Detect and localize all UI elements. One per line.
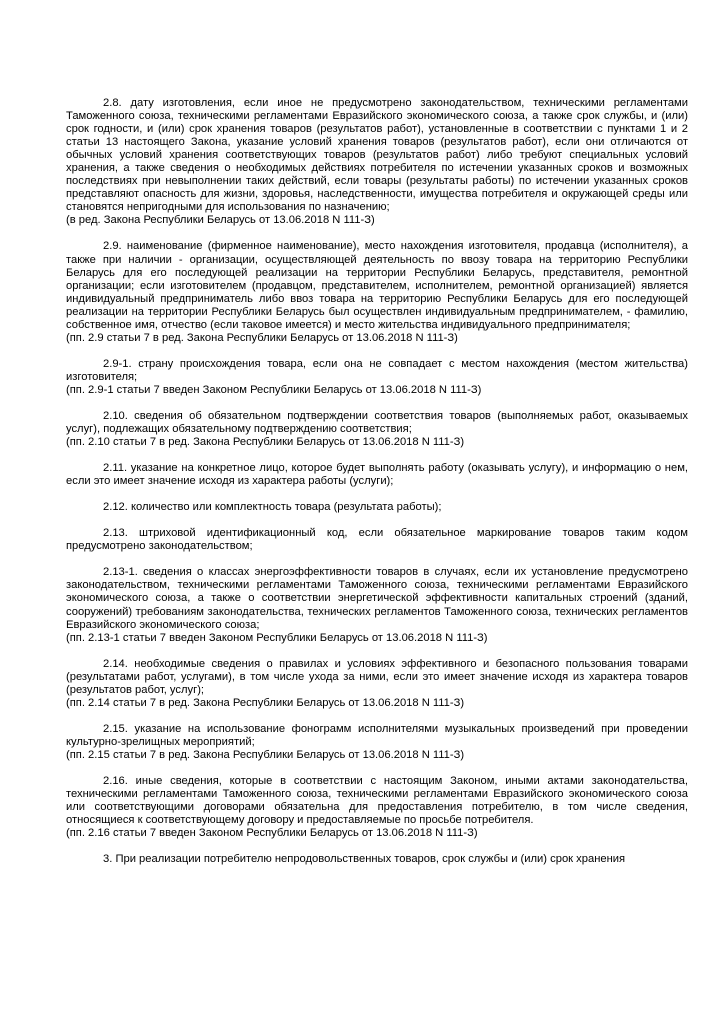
clause-3 xyxy=(66,853,688,866)
clause-2-12 xyxy=(66,501,688,514)
clause-text: 2.14. необходимые сведения о правилах и условиях эффективного и безопасного пользования товарами (результатами работ, услугами), в том числе ухода за ними, если это имеет значение исходя из характера товаров (результатов работ, услуг); xyxy=(66,657,688,696)
clause-text: 2.10. сведения об обязательном подтверждении соответствия товаров (выполняемых работ, оказываемых услуг), подлежащих обязательному подтверждению соответствия; xyxy=(66,409,688,436)
clause-2-14 xyxy=(66,658,688,710)
amendment-note[interactable]: (пп. 2.9 статьи 7 в ред. Закона Республики Беларусь от 13.06.2018 N 111-З) xyxy=(66,331,458,344)
clause-text: 2.13-1. сведения о классах энергоэффективности товаров в случаях, если их установление предусмотрено законодательством, техническими регламентами Таможенного союза, техническими регламентами Евразийского экономического союза, а также о соответствии энергетической эффективности капитальных строений (зданий, сооружений) требованиям законодательства, технических регламентов Таможенного союза, технических регламентов Евразийского экономического союза; xyxy=(66,566,688,631)
clause-2-15 xyxy=(66,723,688,762)
clause-2-9 xyxy=(66,240,688,344)
amendment-note[interactable]: (пп. 2.13-1 статьи 7 введен Законом Республики Беларусь от 13.06.2018 N 111-З) xyxy=(66,631,488,644)
clause-2-10 xyxy=(66,410,688,449)
clause-2-9-1 xyxy=(66,358,688,397)
clause-text: 2.13. штриховой идентификационный код, если обязательное маркирование товаров таким кодом предусмотрено законодательством; xyxy=(66,527,688,553)
amendment-note[interactable]: (пп. 2.9-1 статьи 7 введен Законом Республики Беларусь от 13.06.2018 N 111-З) xyxy=(66,383,482,396)
clause-text: 2.11. указание на конкретное лицо, которое будет выполнять работу (оказывать услугу), и информацию о нем, если это имеет значение исходя из характера работы (услуги); xyxy=(66,462,688,488)
clause-text: 2.8. дату изготовления, если иное не предусмотрено законодательством, техническими регламентами Таможенного союза, техническими регламентами Евразийского экономического союза, а также срок службы, и (или) срок годности, и (или) срок хранения товаров (результатов работ), установленные в соответствии с пунктами 1 и 2 статьи 13 настоящего Закона, указание условий хранения товаров (результатов работ), если они отличаются от обычных условий хранения соответствующих товаров (результатов работ) либо требуют специальных условий хранения, а также сведения о необходимых действиях потребителя по истечении указанных сроков и возможных последствиях при невыполнении таких действий, если товары (результаты работы) по истечении указанных сроков представляют опасность для жизни, здоровья, наследственности, имущества потребителя и окружающей среды или становятся непригодными для использования по назначению; xyxy=(66,97,688,214)
clause-2-13-1 xyxy=(66,566,688,644)
amendment-note[interactable]: (пп. 2.15 статьи 7 в ред. Закона Республики Беларусь от 13.06.2018 N 111-З) xyxy=(66,748,465,761)
amendment-note[interactable]: (в ред. Закона Республики Беларусь от 13.06.2018 N 111-З) xyxy=(66,214,375,227)
clause-2-16 xyxy=(66,775,688,840)
clause-text: 2.16. иные сведения, которые в соответствии с настоящим Законом, иными актами законодательства, техническими регламентами Таможенного союза, техническими регламентами Евразийского экономического союза или соответствующими договорами обязательна для предоставления потребителю, в том числе сведения, относящиеся к соответствующему договору и предоставляемые по просьбе потребителя. xyxy=(66,774,688,827)
clause-text: 2.12. количество или комплектность товара (результата работы); xyxy=(103,501,442,514)
clause-2-8 xyxy=(66,97,688,227)
amendment-note[interactable]: (пп. 2.16 статьи 7 введен Законом Республики Беларусь от 13.06.2018 N 111-З) xyxy=(66,827,478,840)
clause-2-11 xyxy=(66,462,688,488)
clause-text: 2.9-1. страну происхождения товара, если она не совпадает с местом нахождения (местом жительства) изготовителя; xyxy=(66,357,688,383)
clause-2-13 xyxy=(66,527,688,553)
amendment-note[interactable]: (пп. 2.14 статьи 7 в ред. Закона Республики Беларусь от 13.06.2018 N 111-З) xyxy=(66,696,465,709)
clause-text: 2.9. наименование (фирменное наименование), место нахождения изготовителя, продавца (исполнителя), а также при наличии - организации, осуществляющей деятельность по ввозу товара на территорию Республики Беларусь для его последующей реализации на территории Республики Беларусь, представителя, ремонтной организации; если изготовителем (продавцом, представителем, исполнителем, ремонтной организацией) является индивидуальный предприниматель либо ввоз товара на территорию Республики Беларусь для его последующей реализации на территории Республики Беларусь был осуществлен индивидуальным предпринимателем, - фамилию, собственное имя, отчество (если таковое имеется) и место жительства индивидуального предпринимателя; xyxy=(66,240,688,331)
amendment-note[interactable]: (пп. 2.10 статьи 7 в ред. Закона Республики Беларусь от 13.06.2018 N 111-З) xyxy=(66,436,465,449)
clause-text: 2.15. указание на использование фонограмм исполнителями музыкальных произведений при проведении культурно-зрелищных мероприятий; xyxy=(66,722,688,748)
clause-text: 3. При реализации потребителю непродовольственных товаров, срок службы и (или) срок хранения xyxy=(103,853,626,866)
